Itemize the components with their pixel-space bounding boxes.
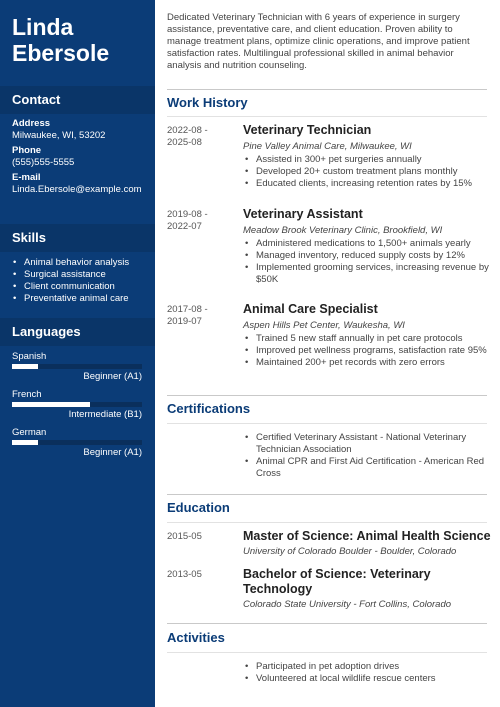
degree-title: Bachelor of Science: Veterinary Technology <box>243 567 431 596</box>
language-level: Beginner (A1) <box>83 447 142 458</box>
activity-item: • Participated in pet adoption drives <box>243 661 491 673</box>
bullet-item: • Implemented grooming services, increasing revenue by $50K <box>243 262 491 286</box>
job-bullets <box>243 333 491 369</box>
proficiency-fill <box>12 364 38 369</box>
school-name: Colorado State University - Fort Collins, Colorado <box>243 599 452 610</box>
bullet-item: • Improved pet wellness programs, satisfaction rate 95% <box>243 345 491 357</box>
certification-bullets <box>243 432 491 480</box>
language-name: Spanish <box>12 351 47 362</box>
education-date: 2015-05 <box>167 531 202 542</box>
candidate-name: Linda Ebersole <box>12 14 110 66</box>
job-entry <box>243 302 491 369</box>
job-entry <box>243 123 491 190</box>
language-name: German <box>12 427 47 438</box>
job-company: Meadow Brook Veterinary Clinic, Brookfield, WI <box>243 225 443 236</box>
bullet-item: • Educated clients, increasing retention rates by 15% <box>243 178 491 190</box>
job-dates: 2017-08 - 2019-07 <box>167 304 208 327</box>
job-bullets <box>243 154 491 190</box>
education-entry <box>243 567 491 611</box>
divider <box>167 652 487 653</box>
divider <box>167 494 487 495</box>
professional-summary: Dedicated Veterinary Technician with 6 years of experience in surgery assistance, preventative care, and client education. Proven ability to manage treatment plans, optimize clinic operations, and improve patient satisfaction rates. Multilingual professional skilled in animal behavior analysis and nutrition counseling. <box>167 12 470 71</box>
activity-bullets <box>243 661 491 685</box>
proficiency-fill <box>12 440 38 445</box>
address-label: Address <box>12 118 51 129</box>
skills-list <box>12 257 152 305</box>
bullet-item: • Trained 5 new staff annually in pet care protocols <box>243 333 491 345</box>
education-date: 2013-05 <box>167 569 202 580</box>
job-company: Pine Valley Animal Care, Milwaukee, WI <box>243 141 412 152</box>
job-title: Veterinary Assistant <box>243 207 363 221</box>
languages-heading: Languages <box>0 318 155 346</box>
degree-name: Master of Science <box>243 529 350 543</box>
bullet-item: • Managed inventory, reduced supply costs by 12% <box>243 250 491 262</box>
bullet-item: • Maintained 200+ pet records with zero errors <box>243 357 491 369</box>
degree-title: Master of Science: Animal Health Science <box>243 529 491 543</box>
proficiency-fill <box>12 402 90 407</box>
degree-name: Bachelor of Science <box>243 567 363 581</box>
divider <box>167 116 487 117</box>
education-entry <box>243 529 491 558</box>
job-bullets <box>243 238 491 286</box>
divider <box>167 423 487 424</box>
skill-item: • Client communication <box>12 281 152 293</box>
skills-heading: Skills <box>0 224 155 252</box>
job-entry <box>243 207 491 286</box>
skill-item: • Surgical assistance <box>12 269 152 281</box>
language-level: Intermediate (B1) <box>68 409 142 420</box>
contact-heading: Contact <box>0 86 155 114</box>
address-value: Milwaukee, WI, 53202 <box>12 130 106 141</box>
divider <box>167 395 487 396</box>
job-title: Veterinary Technician <box>243 123 372 137</box>
proficiency-bar <box>12 440 142 445</box>
divider <box>167 89 487 90</box>
bullet-item: • Assisted in 300+ pet surgeries annually <box>243 154 491 166</box>
bullet-item: • Administered medications to 1,500+ animals yearly <box>243 238 491 250</box>
skill-item: • Animal behavior analysis <box>12 257 152 269</box>
language-name: French <box>12 389 42 400</box>
language-french <box>12 389 142 421</box>
work-history-heading: Work History <box>167 95 248 110</box>
degree-field: Animal Health Science <box>356 529 491 543</box>
email-value[interactable]: Linda.Ebersole@example.com <box>12 184 142 195</box>
certifications-heading: Certifications <box>167 401 251 416</box>
divider <box>167 623 487 624</box>
activity-item: • Volunteered at local wildlife rescue centers <box>243 673 491 685</box>
phone-block <box>12 145 152 169</box>
language-german <box>12 427 142 459</box>
proficiency-bar <box>12 402 142 407</box>
degree-field: Veterinary Technology <box>243 567 431 596</box>
job-company: Aspen Hills Pet Center, Waukesha, WI <box>243 320 405 331</box>
skill-item: • Preventative animal care <box>12 293 152 305</box>
activities-list <box>243 660 491 685</box>
email-block <box>12 172 152 196</box>
activities-heading: Activities <box>167 630 225 645</box>
certifications-list <box>243 431 491 480</box>
job-dates: 2022-08 - 2025-08 <box>167 125 208 148</box>
school-name: University of Colorado Boulder - Boulder, Colorado <box>243 546 457 557</box>
certification-item: • Animal CPR and First Aid Certification - American Red Cross <box>243 456 491 480</box>
language-level: Beginner (A1) <box>83 371 142 382</box>
job-dates: 2019-08 - 2022-07 <box>167 209 208 232</box>
divider <box>167 522 487 523</box>
certification-item: • Certified Veterinary Assistant - National Veterinary Technician Association <box>243 432 491 456</box>
address-block <box>12 118 152 142</box>
proficiency-bar <box>12 364 142 369</box>
phone-label: Phone <box>12 145 42 156</box>
job-title: Animal Care Specialist <box>243 302 378 316</box>
email-label: E-mail <box>12 172 41 183</box>
education-heading: Education <box>167 500 230 515</box>
bullet-item: • Developed 20+ custom treatment plans monthly <box>243 166 491 178</box>
sidebar <box>0 0 155 707</box>
language-spanish <box>12 351 142 383</box>
phone-value: (555)555-5555 <box>12 157 75 168</box>
